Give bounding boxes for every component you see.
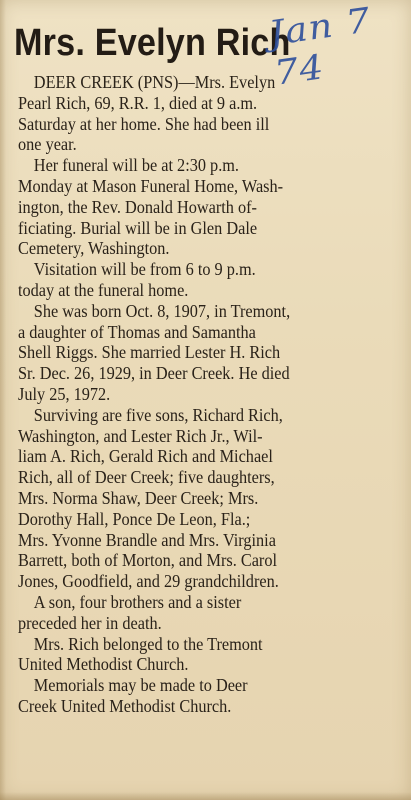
obituary-headline: Mrs. Evelyn Rich <box>14 22 291 64</box>
clipping-left-edge <box>0 0 6 800</box>
body-line: Mrs. Norma Shaw, Deer Creek; Mrs. <box>18 487 259 508</box>
body-line: Pearl Rich, 69, R.R. 1, died at 9 a.m. <box>18 92 258 113</box>
body-line: Surviving are five sons, Richard Rich, <box>33 404 283 425</box>
body-line: Sr. Dec. 26, 1929, in Deer Creek. He died <box>18 363 290 384</box>
body-line: Monday at Mason Funeral Home, Wash- <box>18 175 284 196</box>
body-line: Creek United Methodist Church. <box>18 695 232 716</box>
body-line: Washington, and Lester Rich Jr., Wil- <box>18 425 263 446</box>
body-line: Shell Riggs. She married Lester H. Rich <box>18 342 281 363</box>
body-line: preceded her in death. <box>18 612 162 633</box>
body-line: A son, four brothers and a sister <box>33 591 242 612</box>
body-line: one year. <box>18 134 77 155</box>
clipping-bottom-edge <box>0 792 411 800</box>
body-line: Visitation will be from 6 to 9 p.m. <box>33 259 256 280</box>
body-line: ficiating. Burial will be in Glen Dale <box>18 217 258 238</box>
body-line: DEER CREEK (PNS)—Mrs. Evelyn <box>33 72 276 92</box>
body-line: She was born Oct. 8, 1907, in Tremont, <box>33 300 291 321</box>
body-line: July 25, 1972. <box>18 383 111 404</box>
body-line: Cemetery, Washington. <box>18 238 170 259</box>
body-line: liam A. Rich, Gerald Rich and Michael <box>18 446 273 467</box>
handwritten-date-note: Jan 7 74 <box>266 0 374 94</box>
body-line: United Methodist Church. <box>18 654 189 675</box>
body-line: Jones, Goodfield, and 29 grandchildren. <box>18 571 279 592</box>
body-line: Mrs. Rich belonged to the Tremont <box>33 633 263 654</box>
body-line: Dorothy Hall, Ponce De Leon, Fla.; <box>18 508 251 529</box>
body-line: Barrett, both of Morton, and Mrs. Carol <box>18 550 278 571</box>
obituary-body <box>18 72 398 717</box>
body-line: Saturday at her home. She had been ill <box>18 113 270 134</box>
body-line: Rich, all of Deer Creek; five daughters, <box>18 467 275 488</box>
body-line: Mrs. Yvonne Brandle and Mrs. Virginia <box>18 529 276 550</box>
body-line: a daughter of Thomas and Samantha <box>18 321 256 342</box>
body-line: ington, the Rev. Donald Howarth of- <box>18 196 257 217</box>
body-line: Memorials may be made to Deer <box>33 675 248 696</box>
body-line: Her funeral will be at 2:30 p.m. <box>33 155 240 176</box>
body-line: today at the funeral home. <box>18 279 189 300</box>
